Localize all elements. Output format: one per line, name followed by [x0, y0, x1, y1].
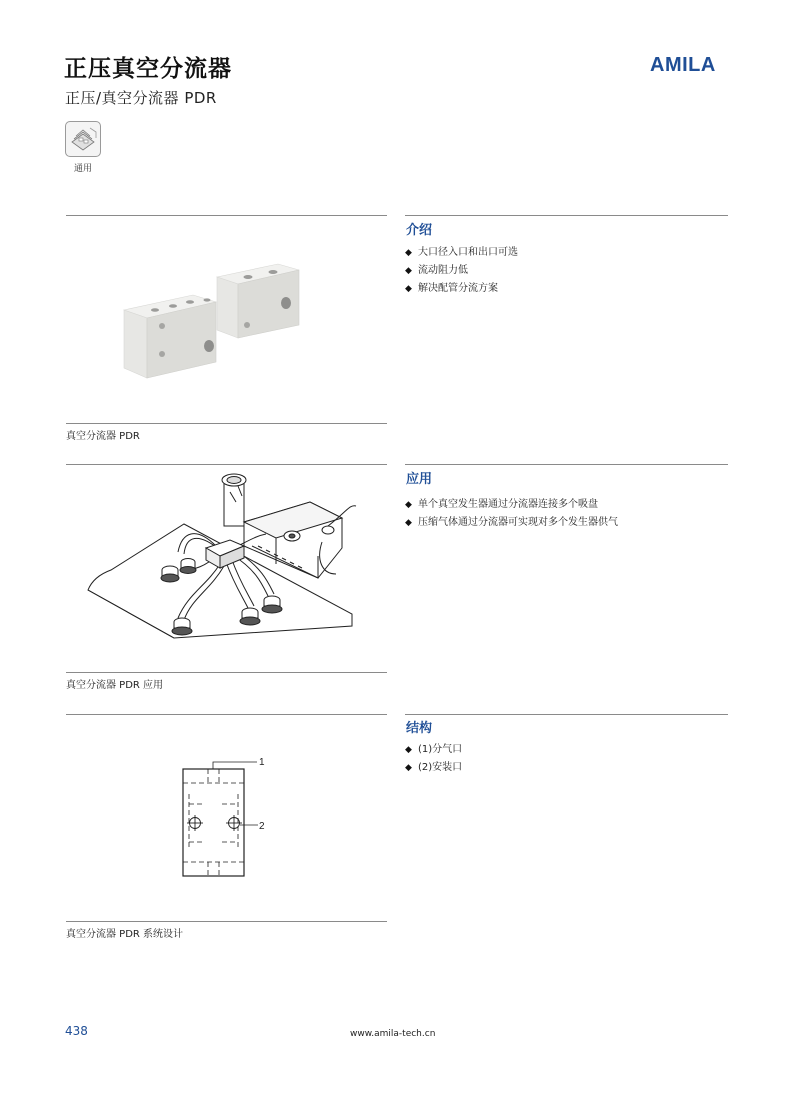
structure-bullet-list: [405, 741, 462, 777]
manifold-block-right: [217, 264, 299, 338]
vacuum-generator: [222, 474, 246, 526]
divider: [66, 423, 387, 424]
divider: [405, 464, 728, 465]
diamond-bullet-icon: ◆: [405, 518, 412, 528]
divider: [66, 464, 387, 465]
section-heading-application: 应用: [406, 472, 433, 487]
diamond-bullet-icon: ◆: [405, 266, 412, 276]
diamond-bullet-icon: ◆: [405, 248, 412, 258]
page-number: 438: [65, 1024, 88, 1038]
mounting-holes: [187, 815, 242, 831]
diamond-bullet-icon: ◆: [405, 284, 412, 294]
website-link[interactable]: www.amila-tech.cn: [350, 1029, 436, 1039]
diamond-bullet-icon: ◆: [405, 763, 412, 773]
image-caption: 真空分流器 PDR 应用: [66, 680, 164, 691]
page-subtitle: 正压/真空分流器 PDR: [65, 89, 217, 107]
brand-logo: AMILA: [650, 54, 716, 76]
divider: [66, 672, 387, 673]
list-item: ◆ 压缩气体通过分流器可实现对多个发生器供气: [405, 514, 618, 532]
list-item: ◆ 解决配管分流方案: [405, 280, 518, 298]
section-heading-intro: 介绍: [406, 223, 433, 238]
image-caption: 真空分流器 PDR: [66, 431, 140, 442]
list-item: ◆ 大口径入口和出口可选: [405, 244, 518, 262]
product-image: [66, 230, 387, 420]
divider: [66, 215, 387, 216]
divider: [66, 921, 387, 922]
general-use-icon: [65, 121, 101, 157]
diamond-bullet-icon: ◆: [405, 500, 412, 510]
application-illustration: [66, 466, 387, 670]
block-outline: [183, 769, 244, 876]
divider: [405, 215, 728, 216]
manifold-block-left: [124, 295, 216, 378]
application-bullet-list: [405, 496, 618, 532]
callout-label-2: 2: [259, 821, 265, 832]
callout-leader-1: [213, 762, 257, 769]
list-item: ◆ (2)安装口: [405, 759, 462, 777]
callout-label-1: 1: [259, 757, 265, 768]
list-item: ◆ 单个真空发生器通过分流器连接多个吸盘: [405, 496, 618, 514]
list-item: ◆ (1)分气口: [405, 741, 462, 759]
image-caption: 真空分流器 PDR 系统设计: [66, 929, 184, 940]
divider: [405, 714, 728, 715]
page-title: 正压真空分流器: [64, 56, 232, 82]
diamond-bullet-icon: ◆: [405, 745, 412, 755]
list-item: ◆ 流动阻力低: [405, 262, 518, 280]
divider: [66, 714, 387, 715]
intro-bullet-list: [405, 244, 518, 298]
badge-label: 通用: [73, 164, 92, 174]
section-heading-structure: 结构: [406, 721, 433, 736]
structure-drawing: [66, 750, 387, 890]
